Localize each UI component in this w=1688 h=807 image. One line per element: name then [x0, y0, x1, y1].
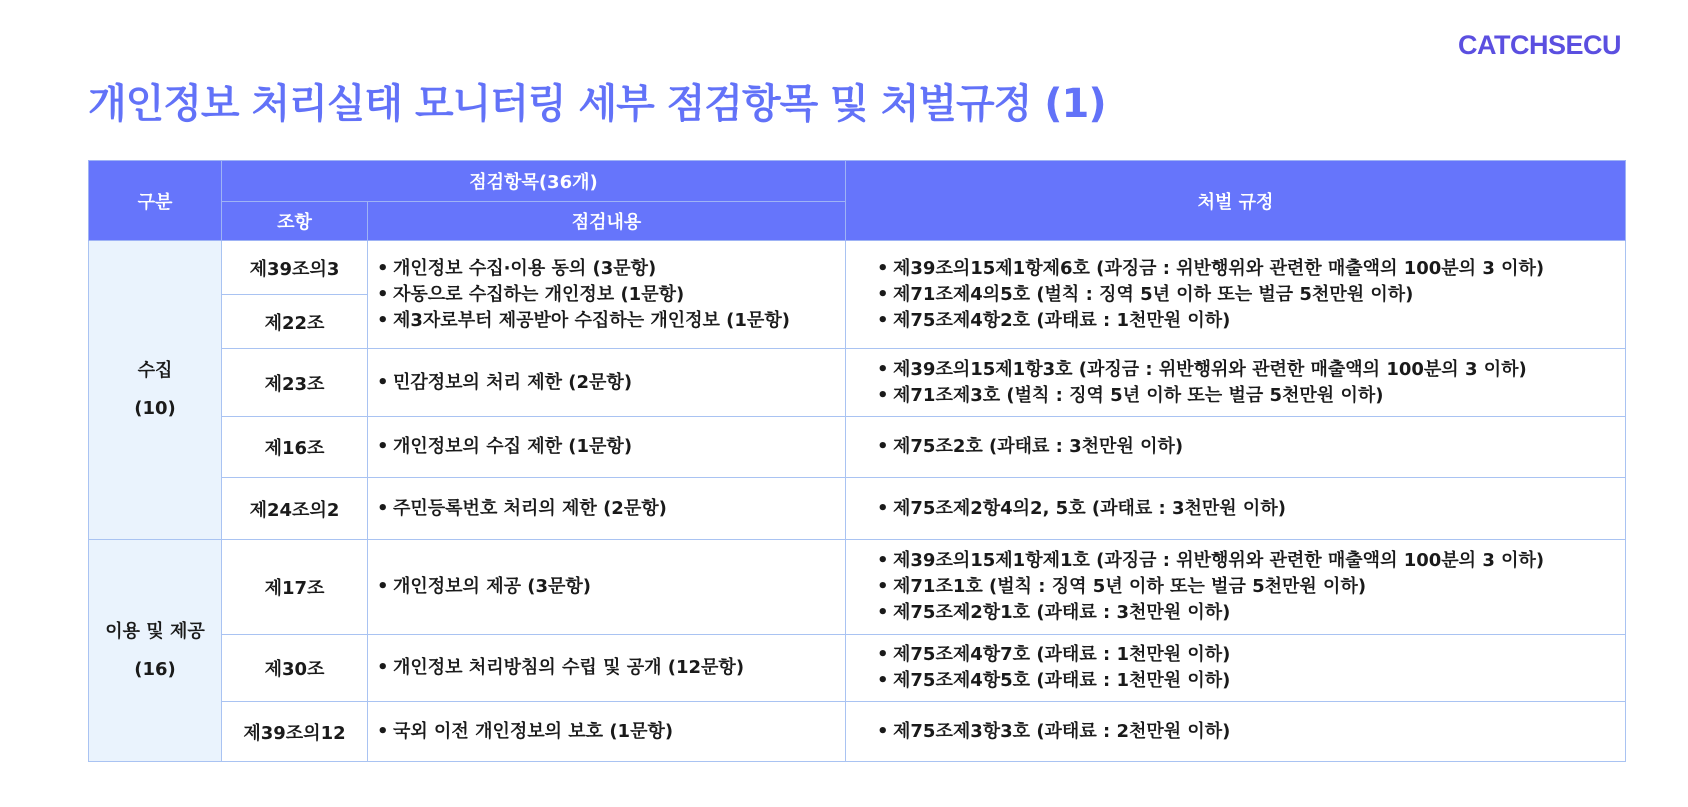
- header-check-items: 점검항목(36개): [222, 161, 846, 202]
- list-item: • 제75조제4항5호 (과태료 : 1천만원 이하): [893, 668, 1625, 694]
- table-row: [89, 349, 1626, 417]
- header-article: 조항: [222, 202, 368, 241]
- category-name: 이용 및 제공: [105, 620, 205, 642]
- content-cell: [368, 417, 846, 478]
- list-item: • 제75조제2항4의2, 5호 (과태료 : 3천만원 이하): [893, 496, 1625, 522]
- article-cell: 제23조: [222, 349, 368, 417]
- content-cell: [368, 540, 846, 635]
- article-cell: 제17조: [222, 540, 368, 635]
- list-item: • 개인정보 처리방침의 수립 및 공개 (12문항): [393, 655, 845, 681]
- article-cell: 제39조의12: [222, 702, 368, 762]
- content-cell: [368, 349, 846, 417]
- content-list: [368, 256, 845, 334]
- content-list: [368, 719, 845, 745]
- list-item: • 제71조제4의5호 (벌칙 : 징역 5년 이하 또는 벌금 5천만원 이하): [893, 282, 1625, 308]
- penalty-cell: [846, 349, 1626, 417]
- article-cell: 제24조의2: [222, 478, 368, 540]
- content-list: [368, 370, 845, 396]
- penalty-list: [846, 642, 1625, 694]
- catchsecu-logo: CATCHSECU: [1458, 30, 1621, 60]
- content-list: [368, 655, 845, 681]
- inspection-table: [88, 160, 1626, 762]
- table-row: [89, 241, 1626, 295]
- page-title: 개인정보 처리실태 모니터링 세부 점검항목 및 처벌규정 (1): [88, 81, 1106, 127]
- table-row: [89, 702, 1626, 762]
- penalty-cell: [846, 241, 1626, 349]
- list-item: • 제39조의15제1항제6호 (과징금 : 위반행위와 관련한 매출액의 100분의 3 이하): [893, 256, 1625, 282]
- penalty-cell: [846, 540, 1626, 635]
- list-item: • 제75조제4항2호 (과태료 : 1천만원 이하): [893, 308, 1625, 334]
- penalty-list: [846, 357, 1625, 409]
- header-content: 점검내용: [368, 202, 846, 241]
- content-cell: [368, 635, 846, 702]
- list-item: • 개인정보의 수집 제한 (1문항): [393, 434, 845, 460]
- list-item: • 제75조제4항7호 (과태료 : 1천만원 이하): [893, 642, 1625, 668]
- penalty-list: [846, 496, 1625, 522]
- table-row: [89, 635, 1626, 702]
- list-item: • 개인정보의 제공 (3문항): [393, 574, 845, 600]
- category-use-and-provision: [89, 540, 222, 762]
- table-row: [89, 478, 1626, 540]
- list-item: • 개인정보 수집·이용 동의 (3문항): [393, 256, 845, 282]
- category-count: (10): [134, 398, 176, 419]
- article-cell: 제39조의3: [222, 241, 368, 295]
- content-list: [368, 434, 845, 460]
- article-cell: 제30조: [222, 635, 368, 702]
- category-count: (16): [134, 658, 176, 680]
- article-cell: 제16조: [222, 417, 368, 478]
- penalty-list: [846, 434, 1625, 460]
- list-item: • 제71조제3호 (벌칙 : 징역 5년 이하 또는 벌금 5천만원 이하): [893, 383, 1625, 409]
- list-item: • 제3자로부터 제공받아 수집하는 개인정보 (1문항): [393, 308, 845, 334]
- list-item: • 제71조1호 (벌칙 : 징역 5년 이하 또는 벌금 5천만원 이하): [893, 574, 1625, 600]
- penalty-list: [846, 548, 1625, 626]
- list-item: • 국외 이전 개인정보의 보호 (1문항): [393, 719, 845, 745]
- list-item: • 자동으로 수집하는 개인정보 (1문항): [393, 282, 845, 308]
- list-item: • 민감정보의 처리 제한 (2문항): [393, 370, 845, 396]
- content-cell: [368, 702, 846, 762]
- penalty-cell: [846, 635, 1626, 702]
- list-item: • 주민등록번호 처리의 제한 (2문항): [393, 496, 845, 522]
- penalty-list: [846, 256, 1625, 334]
- table-row: [89, 417, 1626, 478]
- penalty-cell: [846, 478, 1626, 540]
- table-row: [89, 540, 1626, 635]
- content-cell: [368, 478, 846, 540]
- list-item: • 제39조의15제1항제1호 (과징금 : 위반행위와 관련한 매출액의 100분의 3 이하): [893, 548, 1625, 574]
- list-item: • 제75조제2항1호 (과태료 : 3천만원 이하): [893, 600, 1625, 626]
- list-item: • 제75조2호 (과태료 : 3천만원 이하): [893, 434, 1625, 460]
- content-list: [368, 496, 845, 522]
- article-cell: 제22조: [222, 295, 368, 349]
- penalty-cell: [846, 702, 1626, 762]
- content-cell: [368, 241, 846, 349]
- header-penalty: 처벌 규정: [846, 161, 1626, 241]
- list-item: • 제39조의15제1항3호 (과징금 : 위반행위와 관련한 매출액의 100분의 3 이하): [893, 357, 1625, 383]
- category-collection: [89, 241, 222, 540]
- category-name: 수집: [137, 360, 173, 381]
- content-list: [368, 574, 845, 600]
- header-category: 구분: [89, 161, 222, 241]
- penalty-list: [846, 719, 1625, 745]
- list-item: • 제75조제3항3호 (과태료 : 2천만원 이하): [893, 719, 1625, 745]
- penalty-cell: [846, 417, 1626, 478]
